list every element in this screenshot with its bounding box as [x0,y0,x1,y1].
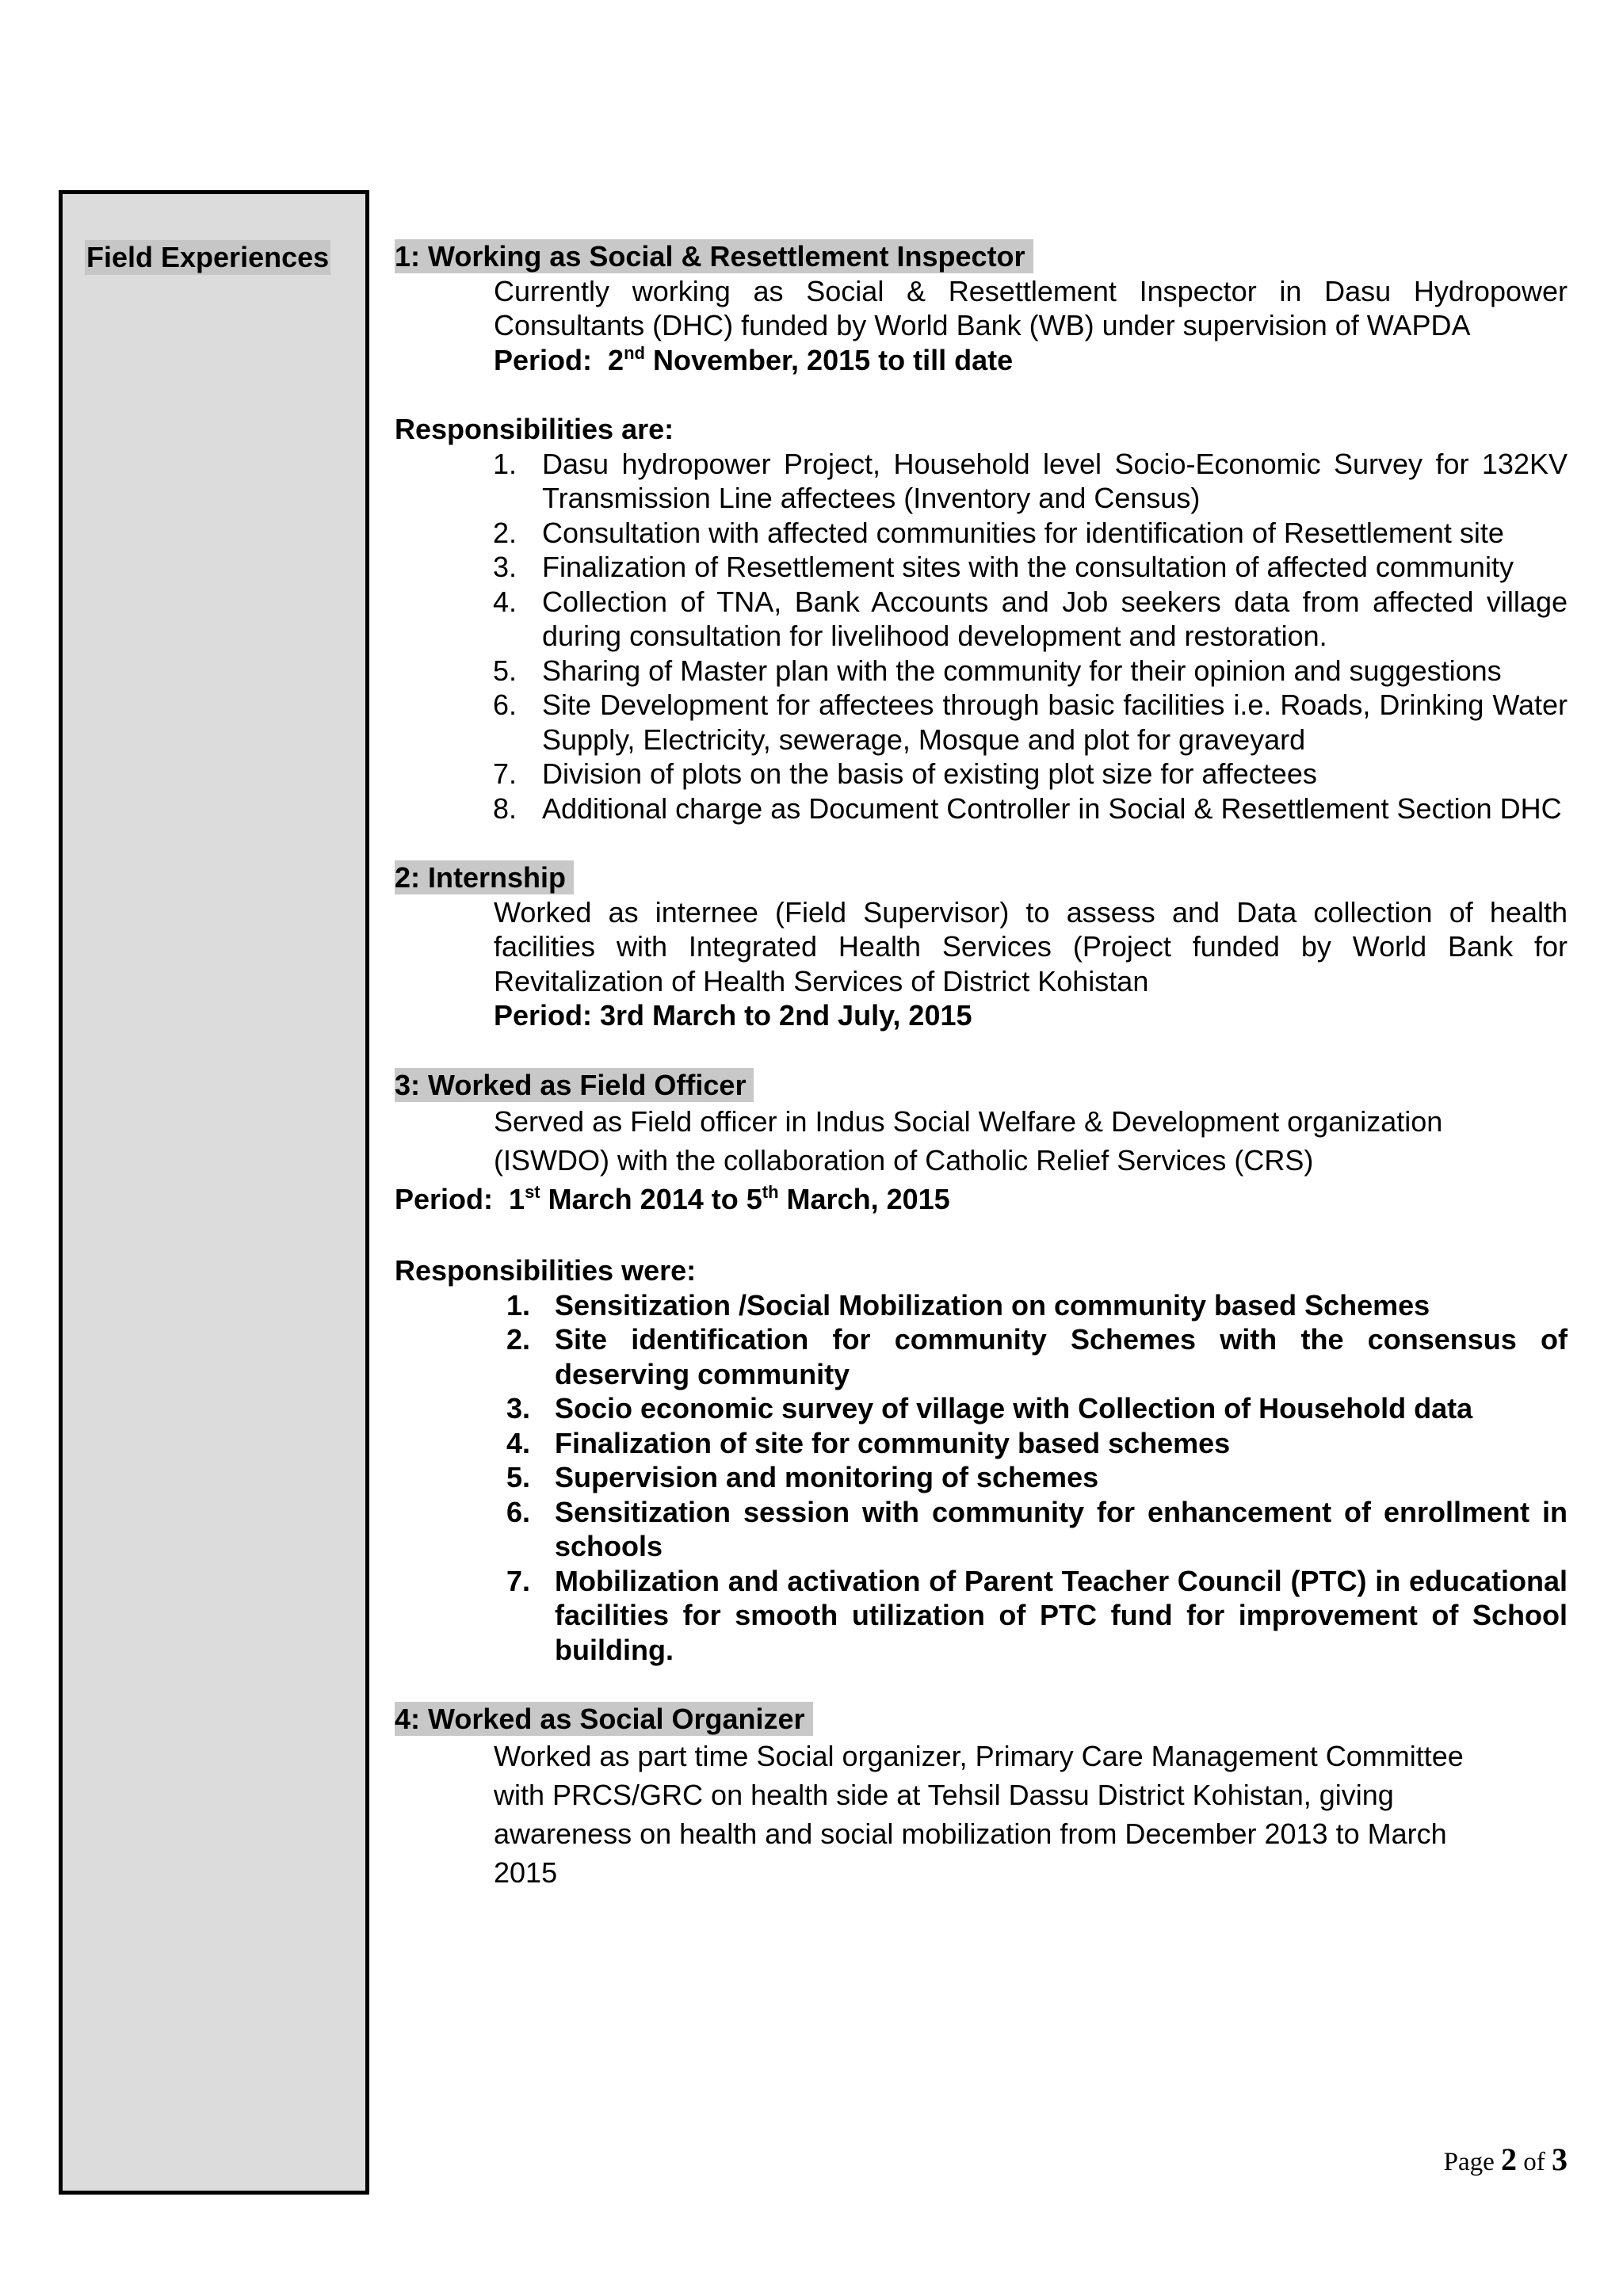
list-item [395,1288,1568,1323]
experience-2-heading: 2: Internship [395,860,574,894]
list-item-text: Consultation with affected communities for identification of Resettlement site [542,516,1504,549]
experience-1 [395,239,1568,826]
list-item [395,1322,1568,1391]
experience-3-description-line-2: (ISWDO) with the collaboration of Catholic Relief Services (CRS) [494,1144,1314,1177]
experience-1-period: Period: 2nd November, 2015 to till date [494,342,1014,376]
experience-3-heading: 3: Worked as Field Officer [395,1068,754,1102]
experience-2-description: Worked as internee (Field Supervisor) to assess and Data collection of health facilities with Integrated Health Services (Project funded by World Bank for Revitalization of Health Services of District Kohistan [494,895,1568,997]
experience-4-description-line: awareness on health and social mobilization from December 2013 to March [494,1817,1447,1850]
experience-1-heading: 1: Working as Social & Resettlement Inspector [395,239,1033,273]
list-item [395,1564,1568,1668]
list-item [395,1460,1568,1495]
list-item-number: 2. [506,1323,531,1356]
list-item-number: 1. [506,1288,531,1322]
experience-2-period: Period: 3rd March to 2nd July, 2015 [494,999,972,1032]
experience-1-description: Currently working as Social & Resettlement Inspector in Dasu Hydropower Consultants (DHC) funded by World Bank (WB) under supervision of WAPDA [494,274,1568,341]
list-item-number: 1. [493,447,517,480]
list-item-number: 3. [506,1392,531,1425]
list-item-number: 6. [493,688,517,721]
list-item [395,447,1568,516]
list-item-number: 5. [493,654,517,687]
list-item-number: 4. [506,1426,531,1459]
experience-1-responsibilities-heading: Responsibilities are: [395,413,674,445]
list-item [395,757,1568,791]
list-item-text: Sensitization /Social Mobilization on community based Schemes [555,1288,1430,1322]
experience-4-description [395,1737,1568,1892]
list-item-text: Sharing of Master plan with the community for their opinion and suggestions [542,654,1502,687]
experience-3-responsibilities-heading: Responsibilities were: [395,1254,697,1287]
list-item-text: Division of plots on the basis of existing plot size for affectees [542,757,1317,790]
list-item-number: 5. [506,1461,531,1493]
list-item-text: Finalization of Resettlement sites with the consultation of affected community [542,551,1514,583]
list-item-text: Site Development for affectees through basic facilities i.e. Roads, Drinking Water Supply, Electricity, sewerage, Mosque and plot for graveyard [542,688,1568,756]
experience-2 [395,860,1568,1033]
list-item [395,791,1568,826]
experience-4-heading: 4: Worked as Social Organizer [395,1702,813,1736]
list-item-text: Finalization of site for community based schemes [555,1426,1231,1459]
page-number: Page 2 of 3 [1443,2142,1568,2177]
list-item [395,688,1568,757]
experience-3-period: Period: 1st March 2014 to 5th March, 2015 [395,1182,950,1215]
main-content [395,239,1568,1892]
list-item [395,516,1568,551]
list-item-number: 3. [493,551,517,583]
list-item-text: Mobilization and activation of Parent Teacher Council (PTC) in educational facilities for smooth utilization of PTC fund for improvement of School building. [555,1564,1568,1666]
sidebar-title: Field Experiences [86,241,330,273]
experience-4-description-line: with PRCS/GRC on health side at Tehsil Dassu District Kohistan, giving [494,1778,1394,1811]
list-item-number: 2. [493,516,517,549]
experience-3-description-line-1: Served as Field officer in Indus Social Welfare & Development organization [494,1105,1443,1138]
list-item [395,654,1568,688]
list-item [395,585,1568,654]
list-item-text: Site identification for community Schemes with the consensus of deserving community [555,1323,1568,1390]
list-item [395,1426,1568,1461]
list-item-text: Dasu hydropower Project, Household level Socio-Economic Survey for 132KV Transmission Line affectees (Inventory and Census) [542,447,1568,514]
experience-4-description-line: 2015 [494,1855,558,1889]
experience-3-responsibilities-list [395,1288,1568,1668]
list-item-text: Additional charge as Document Controller in Social & Resettlement Section DHC [542,791,1562,825]
list-item [395,1391,1568,1426]
experience-4-description-line: Worked as part time Social organizer, Primary Care Management Committee [494,1739,1464,1772]
list-item-text: Collection of TNA, Bank Accounts and Job seekers data from affected village during consultation for livelihood development and restoration. [542,585,1568,652]
list-item-number: 7. [493,757,517,790]
sidebar-panel [59,190,369,2195]
list-item-text: Supervision and monitoring of schemes [555,1461,1099,1493]
list-item [395,550,1568,585]
list-item-text: Socio economic survey of village with Collection of Household data [555,1392,1473,1425]
list-item-text: Sensitization session with community for enhancement of enrollment in schools [555,1495,1568,1562]
list-item-number: 7. [506,1564,531,1597]
experience-4 [395,1702,1568,1892]
list-item-number: 4. [493,585,517,618]
experience-3 [395,1068,1568,1668]
list-item [395,1495,1568,1564]
list-item-number: 8. [493,791,517,825]
list-item-number: 6. [506,1495,531,1528]
experience-1-responsibilities-list [395,447,1568,826]
